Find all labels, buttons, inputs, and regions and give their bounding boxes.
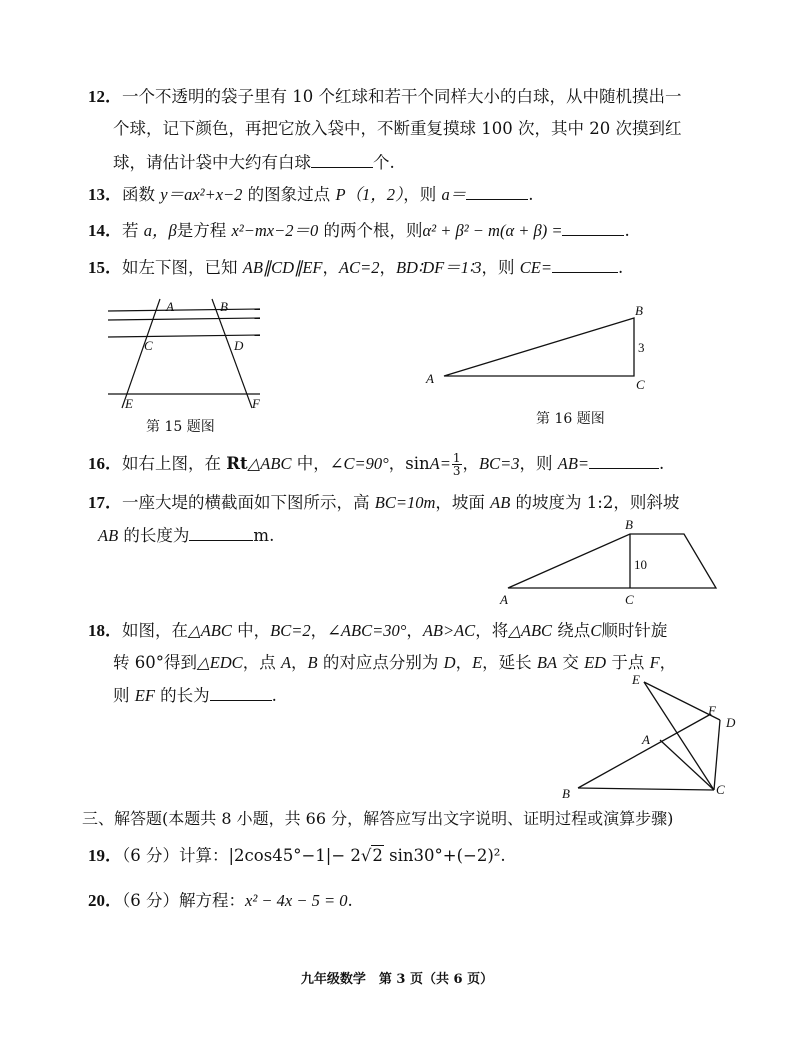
triangle-abc bbox=[444, 318, 634, 376]
label-height: 10 bbox=[634, 557, 647, 572]
q19-number: 19． bbox=[88, 846, 122, 865]
figure-16 bbox=[420, 298, 660, 398]
q17-line2: AB 的长度为 m. bbox=[98, 526, 275, 545]
figure-17 bbox=[494, 514, 729, 610]
q15-number: 15． bbox=[88, 258, 122, 277]
q16-number: 16． bbox=[88, 454, 122, 473]
segment-bf bbox=[578, 714, 711, 788]
label-b: B bbox=[562, 786, 570, 801]
q18-answer-blank[interactable] bbox=[210, 684, 272, 701]
label-c: C bbox=[636, 377, 645, 392]
label-b: B bbox=[625, 517, 633, 532]
label-e: E bbox=[632, 672, 640, 687]
label-f: F bbox=[252, 396, 260, 411]
label-e: E bbox=[125, 396, 133, 411]
label-d: D bbox=[726, 715, 736, 730]
transversal-bdf bbox=[212, 299, 252, 408]
label-b: B bbox=[220, 299, 228, 314]
q17-line1: 17．一座大堤的横截面如下图所示，高 BC=10m，坡面 AB 的坡度为 1:2，则斜坡 bbox=[88, 493, 680, 512]
segment-ec bbox=[644, 682, 714, 790]
section-3-heading: 三、解答题(本题共 8 小题，共 66 分，解答应写出文字说明、证明过程或演算步骤) bbox=[82, 809, 674, 828]
figure-16-caption: 第 16 题图 bbox=[536, 411, 605, 427]
q18-line3: 则 EF 的长为 . bbox=[113, 686, 277, 705]
q16-answer-blank[interactable] bbox=[589, 452, 659, 469]
label-a: A bbox=[166, 299, 174, 314]
figure-15-caption: 第 15 题图 bbox=[146, 419, 215, 435]
q13-answer-blank[interactable] bbox=[466, 183, 528, 200]
q14-answer-blank[interactable] bbox=[562, 219, 624, 236]
label-side-bc: 3 bbox=[638, 340, 645, 355]
q19-line: 19．（6 分）计算：|2cos45°−1|− 2√2 sin30°+(−2)². bbox=[88, 846, 506, 865]
line-cd2 bbox=[108, 335, 260, 337]
q18-line1: 18．如图，在△ABC 中，BC=2，∠ABC=30°，AB>AC，将△ABC 绕点C顺时针旋 bbox=[88, 621, 668, 640]
q13-line: 13．函数 y＝ax²+x−2 的图象过点 P（1，2），则 a＝ . bbox=[88, 185, 534, 204]
page-footer: 九年级数学 第 3 页（共 6 页） bbox=[300, 972, 494, 987]
q12-line3: 球，请估计袋中大约有白球 个. bbox=[113, 153, 395, 172]
transversal-ace bbox=[122, 299, 160, 408]
fraction-one-third: $\frac{1}{3}$ bbox=[452, 451, 461, 478]
line-cd bbox=[108, 318, 260, 320]
label-c: C bbox=[144, 338, 153, 353]
q12-answer-blank[interactable] bbox=[311, 151, 373, 168]
q15-line: 15．如左下图，已知 AB∥CD∥EF，AC=2，BD∶DF＝1∶3，则 CE= . bbox=[88, 258, 624, 277]
q12-line2: 个球，记下颜色，再把它放入袋中，不断重复摸球 100 次，其中 20 次摸到红 bbox=[113, 119, 682, 138]
q16-line: 16．如右上图，在 Rt△ABC 中，∠C=90°，sinA= $\frac{1}{3}$ ，BC=3，则 AB= . bbox=[88, 451, 665, 478]
line-ab bbox=[108, 309, 260, 311]
label-c: C bbox=[625, 592, 634, 607]
q18-line2: 转 60°得到△EDC，点 A，B 的对应点分别为 D，E，延长 BA 交 ED 于点 F， bbox=[113, 653, 677, 672]
label-f: F bbox=[708, 703, 716, 718]
q20-line: 20．（6 分）解方程：x² − 4x − 5 = 0. bbox=[88, 891, 353, 910]
q17-number: 17． bbox=[88, 493, 122, 512]
label-c: C bbox=[716, 782, 725, 797]
label-d: D bbox=[234, 338, 244, 353]
q14-number: 14． bbox=[88, 221, 122, 240]
label-a: A bbox=[426, 371, 434, 386]
label-a: A bbox=[642, 732, 650, 747]
q15-answer-blank[interactable] bbox=[552, 256, 618, 273]
q13-number: 13． bbox=[88, 185, 122, 204]
figure-15 bbox=[100, 296, 275, 414]
label-a: A bbox=[500, 592, 508, 607]
q14-line: 14．若 a，β是方程 x²−mx−2＝0 的两个根，则α² + β² − m(α + β) = . bbox=[88, 221, 630, 240]
q18-number: 18． bbox=[88, 621, 122, 640]
q12-line1: 12．一个不透明的袋子里有 10 个红球和若干个同样大小的白球，从中随机摸出一 bbox=[88, 87, 682, 106]
q20-number: 20． bbox=[88, 891, 122, 910]
figure-18 bbox=[556, 668, 756, 808]
embankment-trapezoid bbox=[508, 534, 716, 588]
segment-dc bbox=[714, 720, 720, 790]
q17-answer-blank[interactable] bbox=[189, 524, 253, 541]
q12-number: 12． bbox=[88, 87, 122, 106]
label-b: B bbox=[635, 303, 643, 318]
segment-bc bbox=[578, 788, 714, 790]
